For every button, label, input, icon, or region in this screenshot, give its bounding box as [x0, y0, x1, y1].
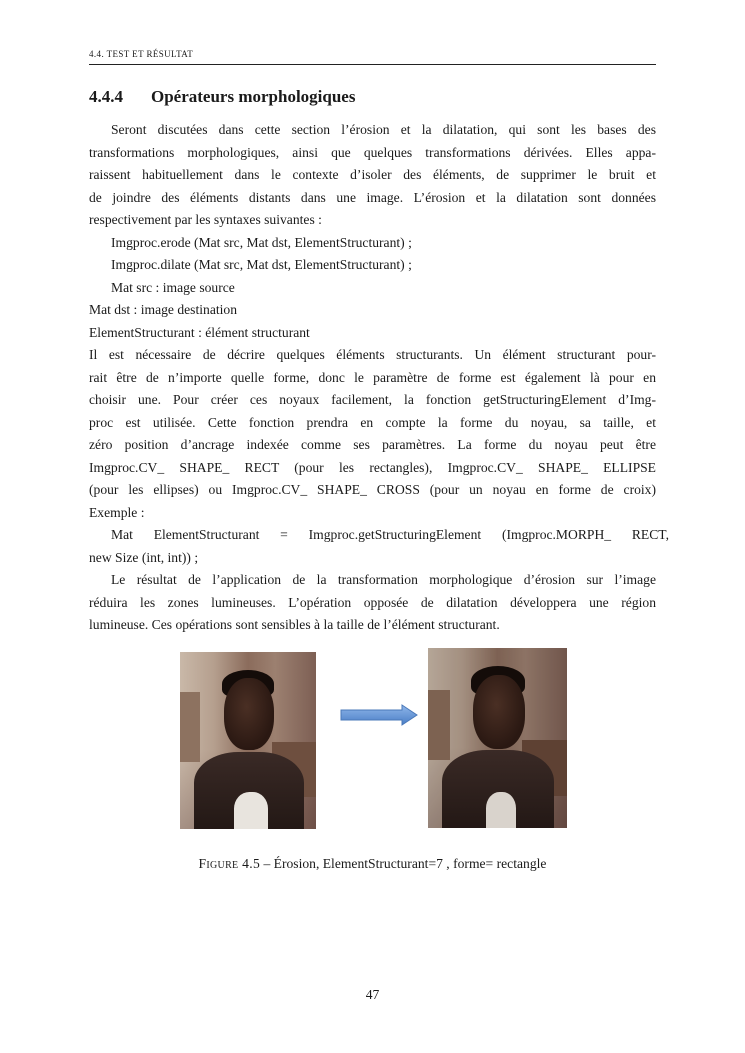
- body-line: de joindre des éléments distants dans une image. L’érosion et la dilatation sont données: [89, 190, 656, 205]
- figure-label: Figure 4.5: [198, 856, 261, 871]
- body-line: Le résultat de l’application de la transformation morphologique d’érosion sur l’image: [111, 572, 656, 587]
- body-line: transformations morphologiques, ainsi que quelques transformations dérivées. Elles appa-: [89, 145, 656, 160]
- body-line: respectivement par les syntaxes suivantes :: [89, 212, 322, 227]
- code-line: new Size (int, int)) ;: [89, 550, 199, 565]
- body-line: Mat dst : image destination: [89, 302, 237, 317]
- figure-caption: [0, 856, 745, 872]
- arrow-right-icon: [340, 704, 420, 726]
- section-number: 4.4.4: [89, 87, 123, 106]
- running-header: 4.4. TEST ET RÉSULTAT: [89, 49, 194, 59]
- body-line: choisir une. Pour créer ces noyaux facilement, la fonction getStructuringElement d’Img-: [89, 392, 656, 407]
- body-line: raissent habituellement dans le contexte d’isoler des éléments, de supprimer le bruit et: [89, 167, 656, 182]
- header-rule: [89, 64, 656, 65]
- body-line: Mat src : image source: [111, 280, 235, 295]
- body-line: (pour les ellipses) ou Imgproc.CV_ SHAPE_ CROSS (pour un noyau en forme de croix): [89, 482, 656, 497]
- page-number: 47: [365, 987, 380, 1002]
- figure-caption-text: – Érosion, ElementStructurant=7 , forme= rectangle: [260, 856, 547, 871]
- body-line: Imgproc.CV_ SHAPE_ RECT (pour les rectangles), Imgproc.CV_ SHAPE_ ELLIPSE: [89, 460, 656, 475]
- section-heading: [89, 87, 355, 107]
- body-line: zéro position d’ancrage indexée comme ses paramètres. La forme du noyau peut être: [89, 437, 656, 452]
- body-line: réduira les zones lumineuses. L’opération opposée de dilatation développera une région: [89, 595, 656, 610]
- source-photo: [180, 652, 316, 829]
- section-title: Opérateurs morphologiques: [151, 87, 356, 106]
- code-line: Imgproc.dilate (Mat src, Mat dst, ElementStructurant) ;: [111, 257, 412, 272]
- body-line: Il est nécessaire de décrire quelques éléments structurants. Un élément structurant pour-: [89, 347, 656, 362]
- code-line: Imgproc.erode (Mat src, Mat dst, ElementStructurant) ;: [111, 235, 412, 250]
- body-line: Exemple :: [89, 505, 145, 520]
- body-line: ElementStructurant : élément structurant: [89, 325, 310, 340]
- code-line: Mat ElementStructurant = Imgproc.getStructuringElement (Imgproc.MORPH_ RECT,: [111, 527, 669, 542]
- body-line: proc est utilisée. Cette fonction prendra en compte la forme du noyau, sa taille, et: [89, 415, 656, 430]
- body-line: Seront discutées dans cette section l’érosion et la dilatation, qui sont les bases des: [111, 122, 656, 137]
- body-line: rait être de n’importe quelle forme, donc le paramètre de forme est également là pour en: [89, 370, 656, 385]
- body-line: lumineuse. Ces opérations sont sensibles à la taille de l’élément structurant.: [89, 617, 500, 632]
- eroded-photo: [428, 648, 567, 828]
